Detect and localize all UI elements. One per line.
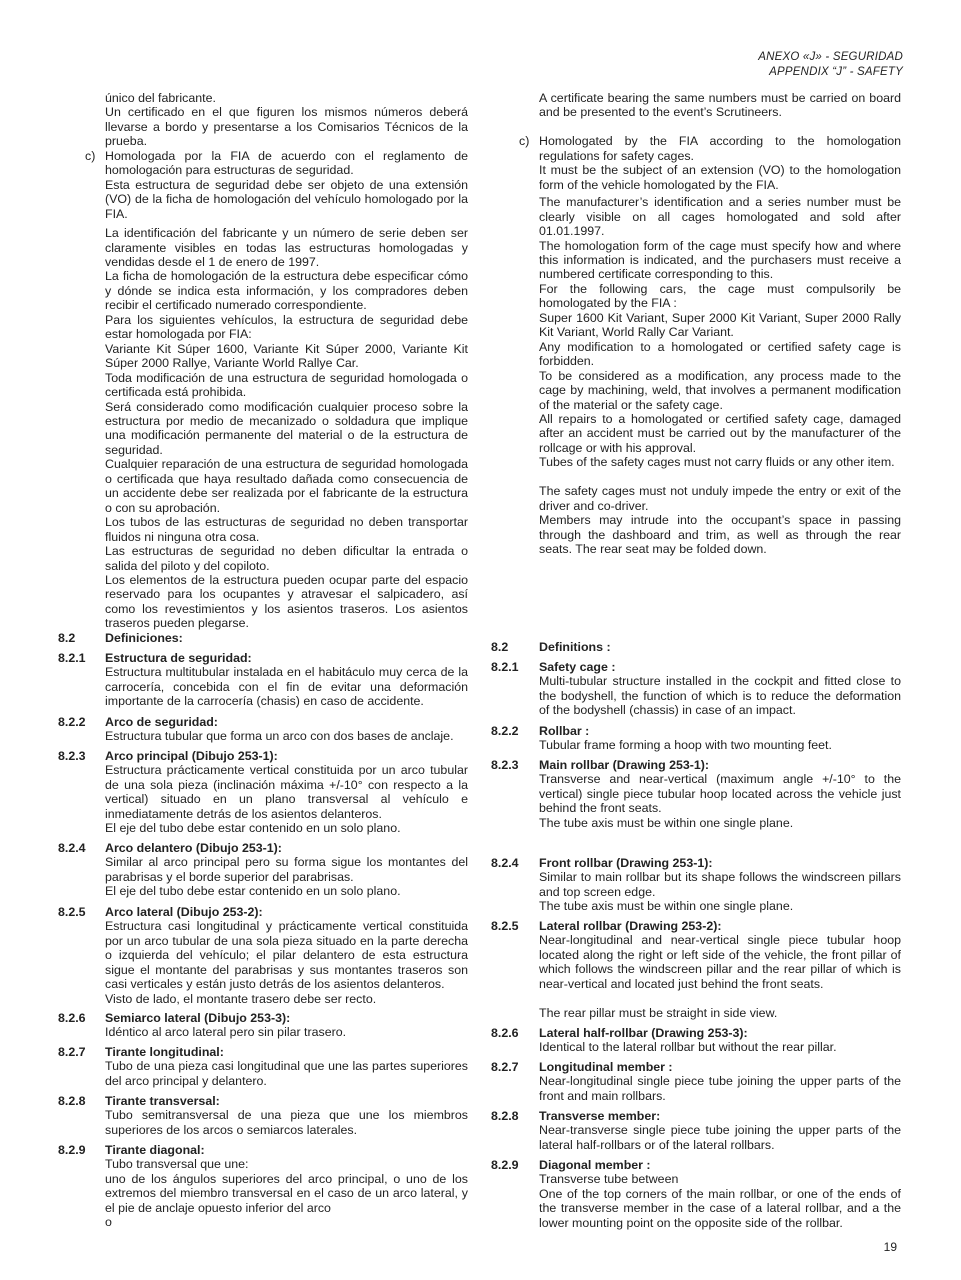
section-number: 8.2.6	[491, 1026, 519, 1040]
section-title: Tirante transversal:	[105, 1094, 220, 1108]
list-item-c	[519, 134, 901, 557]
section-text: Similar to main rollbar but its shape follows the windscreen pillars and top screen edge.	[539, 870, 901, 899]
paragraph: The manufacturer’s identification and a series number must be clearly visible on all cages homologated and sold after 01.01.1997.	[539, 195, 901, 239]
section-number: 8.2.5	[58, 905, 86, 919]
section-text: uno de los ángulos superiores del arco principal, o uno de los extremos del miembro transversal en el caso de un arco lateral, y el pie de anclaje opuesto inferior del arco	[105, 1171, 468, 1215]
section-number: 8.2.1	[491, 660, 519, 674]
section-text: Transverse and near-vertical (maximum angle +/-10° to the vertical) single piece tubular hoop located across the vehicle just behind the front seats.	[539, 772, 901, 816]
section-text: Tubo de una pieza casi longitudinal que une las partes superiores del arco principal y delantero.	[105, 1059, 468, 1088]
section-text: Similar al arco principal pero su forma sigue los montantes del parabrisas y el borde superior del parabrisas.	[105, 855, 468, 884]
paragraph: único del fabricante.	[105, 91, 216, 105]
list-label: c)	[519, 134, 530, 149]
section-text: Tubo semitransversal de una pieza que une los miembros superiores de los arcos o semiarcos laterales.	[105, 1108, 468, 1137]
section-text: Identical to the lateral rollbar but without the rear pillar.	[539, 1040, 837, 1055]
paragraph: Será considerado como modificación cualquier proceso sobre la estructura por medio de mecanizado o soldadura que implique una modificación permanente del material o de la estructura de seguridad.	[105, 399, 468, 457]
header-english: APPENDIX “J” - SAFETY	[769, 66, 903, 78]
paragraph: To be considered as a modification, any process made to the cage by machining, weld, that involves a permanent modification of the material or the safety cage.	[539, 368, 901, 412]
section-title: Arco principal (Dibujo 253-1):	[105, 749, 278, 763]
section-number: 8.2.2	[58, 715, 86, 729]
section-number: 8.2.1	[58, 651, 86, 665]
section-text: The tube axis must be within one single plane.	[539, 899, 794, 914]
section-text: The rear pillar must be straight in side view.	[539, 1005, 778, 1020]
paragraph: Las estructuras de seguridad no deben dificultar la entrada o salida del piloto y del copiloto.	[105, 544, 468, 573]
paragraph: Tubes of the safety cages must not carry fluids or any other item.	[539, 455, 895, 470]
paragraph: Toda modificación de una estructura de seguridad homologada o certificada está prohibida.	[105, 370, 468, 400]
paragraph: The homologation form of the cage must specify how and where this information is indicated, and the purchasers must receive a numbered certificate corresponding to this.	[539, 238, 901, 282]
section-title: Arco lateral (Dibujo 253-2):	[105, 905, 263, 919]
paragraph: Members may intrude into the occupant’s space in passing through the dashboard and trim, as well as through the rear seats. The rear seat may be folded down.	[539, 513, 901, 557]
section-number: 8.2.7	[58, 1045, 86, 1059]
section-text: El eje del tubo debe estar contenido en un solo plano.	[105, 884, 401, 899]
page-number: 19	[883, 1240, 897, 1254]
paragraph: The safety cages must not unduly impede the entry or exit of the driver and co-driver.	[539, 484, 901, 513]
section-title: Arco delantero (Dibujo 253-1):	[105, 841, 282, 855]
section-text: Near-transverse single piece tube joining the upper parts of the lateral half-rollbars or of the lateral rollbars.	[539, 1123, 901, 1152]
paragraph: It must be the subject of an extension (VO) to the homologation form of the vehicle homologated by the FIA.	[539, 163, 901, 192]
section-number: 8.2.8	[58, 1094, 86, 1108]
paragraph: Los tubos de las estructuras de seguridad no deben transportar fluidos ni ninguna otra cosa.	[105, 515, 468, 544]
paragraph: La ficha de homologación de la estructura debe especificar cómo y dónde se indica esta información, y los compradores deben recibir el certificado numerado correspondiente.	[105, 269, 468, 313]
section-title: Tirante diagonal:	[105, 1143, 205, 1157]
section-text: Near-longitudinal single piece tube joining the upper parts of the front and main rollbars.	[539, 1074, 901, 1103]
paragraph: Para los siguientes vehículos, la estructura de seguridad debe estar homologada por FIA:	[105, 312, 468, 342]
section-text: The tube axis must be within one single plane.	[539, 815, 794, 830]
section-text: Idéntico al arco lateral pero sin pilar trasero.	[105, 1025, 347, 1040]
paragraph: Los elementos de la estructura pueden ocupar parte del espacio reservado para los ocupantes y atravesar el salpicadero, así como los revestimientos y los asientos traseros. Los asientos traseros pueden plegarse.	[105, 572, 468, 631]
section-title: Rollbar :	[539, 724, 590, 738]
section-text: Near-longitudinal and near-vertical single piece tubular hoop located along the right or left side of the vehicle, the front pillar of which follows the windscreen pillar and the rear pillar of which is near-vertical and located just behind the front seats.	[539, 933, 901, 991]
paragraph: Cualquier reparación de una estructura de seguridad homologada o certificada que haya resultado dañada como consecuencia de un accidente debe ser realizada por el fabricante de la estructura o con su aprobación.	[105, 457, 468, 515]
section-number: 8.2.6	[58, 1011, 86, 1025]
section-number: 8.2.5	[491, 919, 519, 933]
section-number: 8.2	[58, 631, 76, 645]
section-title: Definiciones:	[105, 631, 183, 645]
section-text: Estructura casi longitudinal y prácticamente vertical constituida por un arco tubular de una sola pieza situado en la parte derecha o izquierda del vehículo; el pilar delantero de esta estructura sigue el montante del parabrisas y sus montantes traseros son casi verticales y están justo detrás de los asientos delanteros.	[105, 919, 468, 992]
right-intro	[519, 91, 901, 557]
section-title: Definitions :	[539, 640, 611, 654]
paragraph: For the following cars, the cage must compulsorily be homologated by the FIA :	[539, 281, 901, 311]
section-number: 8.2.8	[491, 1109, 519, 1123]
running-header	[758, 50, 903, 80]
section-number: 8.2.3	[58, 749, 86, 763]
section-title: Transverse member:	[539, 1109, 661, 1123]
section-title: Diagonal member :	[539, 1158, 651, 1172]
section-title: Main rollbar (Drawing 253-1):	[539, 758, 710, 772]
section-title: Front rollbar (Drawing 253-1):	[539, 856, 713, 870]
section-number: 8.2.9	[58, 1143, 86, 1157]
paragraph: Any modification to a homologated or certified safety cage is forbidden.	[539, 339, 901, 369]
paragraph: Un certificado en el que figuren los mismos números deberá llevarse a bordo y presentarse a los Comisarios Técnicos de la prueba.	[105, 105, 468, 149]
section-text: Tubular frame forming a hoop with two mounting feet.	[539, 738, 832, 753]
section-title: Safety cage :	[539, 660, 616, 674]
section-number: 8.2	[491, 640, 509, 654]
section-number: 8.2.9	[491, 1158, 519, 1172]
section-text: Multi-tubular structure installed in the cockpit and fitted close to the bodyshell, the function of which is to reduce the deformation of the bodyshell (chassis) in case of an impact.	[539, 674, 901, 718]
section-number: 8.2.7	[491, 1060, 519, 1074]
section-number: 8.2.2	[491, 724, 519, 738]
paragraph: All repairs to a homologated or certified safety cage, damaged after an accident must be carried out by the manufacturer of the rollcage or with his approval.	[539, 412, 901, 455]
header-spanish: ANEXO «J» - SEGURIDAD	[758, 51, 903, 63]
paragraph: La identificación del fabricante y un número de serie deben ser claramente visibles en todas las estructuras homologadas y vendidas desde el 1 de enero de 1997.	[105, 226, 468, 269]
left-intro	[85, 91, 468, 631]
paragraph: Super 1600 Kit Variant, Super 2000 Kit Variant, Super 2000 Rally Kit Variant, World Rally Car Variant.	[539, 310, 901, 340]
paragraph: Homologada por la FIA de acuerdo con el reglamento de homologación para estructuras de seguridad.	[105, 148, 468, 178]
paragraph: Homologated by the FIA according to the homologation regulations for safety cages.	[539, 134, 901, 163]
section-text: Transverse tube between	[539, 1172, 679, 1187]
list-item-c	[85, 148, 468, 631]
section-text: Tubo transversal que une:	[105, 1157, 249, 1172]
section-title: Estructura de seguridad:	[105, 651, 252, 665]
paragraph: A certificate bearing the same numbers must be carried on board and be presented to the event’s Scrutineers.	[539, 91, 901, 120]
paragraph: Esta estructura de seguridad debe ser objeto de una extensión (VO) de la ficha de homologación del vehículo homologado por la FIA.	[105, 177, 468, 221]
section-title: Arco de seguridad:	[105, 715, 218, 729]
list-label: c)	[85, 148, 96, 163]
section-number: 8.2.3	[491, 758, 519, 772]
section-text: o	[105, 1215, 112, 1230]
section-text: Visto de lado, el montante trasero debe ser recto.	[105, 991, 377, 1006]
section-title: Lateral rollbar (Drawing 253-2):	[539, 919, 722, 933]
section-number: 8.2.4	[491, 856, 519, 870]
section-number: 8.2.4	[58, 841, 86, 855]
section-title: Longitudinal member :	[539, 1060, 673, 1074]
section-title: Tirante longitudinal:	[105, 1045, 224, 1059]
section-text: Estructura multitubular instalada en el habitáculo muy cerca de la carrocería, concebida con el fin de evitar una deformación importante de la carrocería (chasis) en caso de accidente.	[105, 665, 468, 709]
section-text: Estructura prácticamente vertical constituida por un arco tubular de una sola pieza (inclinación máxima +/-10° con respecto a la vertical) situado en un plano transversal al vehículo e inmediatamente detrás de los asientos delanteros.	[105, 763, 468, 821]
section-text: El eje del tubo debe estar contenido en un solo plano.	[105, 821, 401, 836]
section-title: Semiarco lateral (Dibujo 253-3):	[105, 1011, 291, 1025]
section-text: Estructura tubular que forma un arco con dos bases de anclaje.	[105, 729, 454, 744]
section-title: Lateral half-rollbar (Drawing 253-3):	[539, 1026, 748, 1040]
paragraph: Variante Kit Súper 1600, Variante Kit Súper 2000, Variante Kit Súper 2000 Rallye, Variante World Rallye Car.	[105, 341, 468, 371]
section-text: One of the top corners of the main rollbar, or one of the ends of the transverse member in the case of a lateral rollbar, and a the lower mounting point on the opposite side of the rollbar.	[539, 1186, 901, 1230]
